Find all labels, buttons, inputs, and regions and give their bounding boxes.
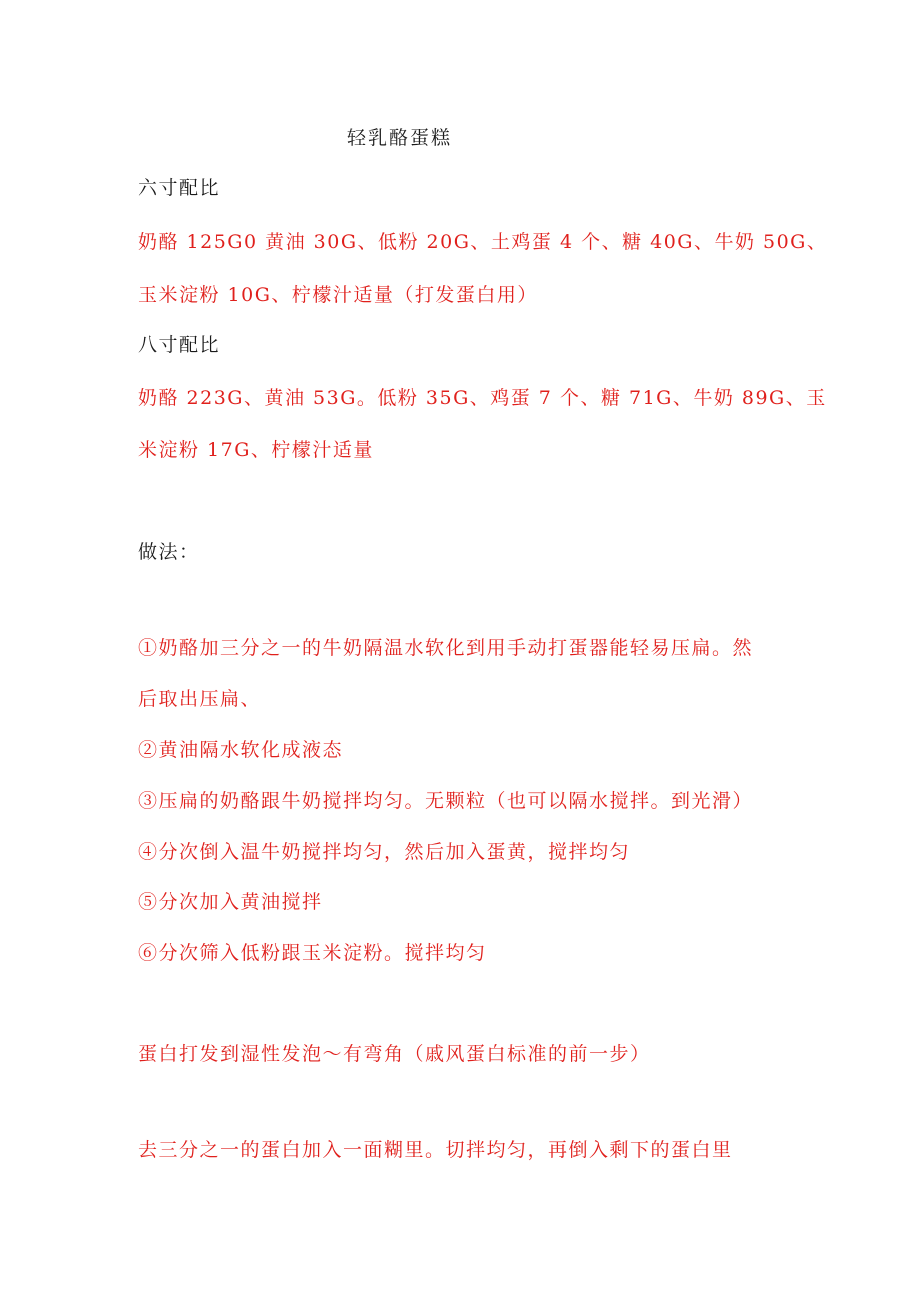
six-inch-heading: 六寸配比 bbox=[138, 177, 221, 199]
method-heading: 做法： bbox=[138, 541, 200, 563]
eight-inch-ingredients-line-2: 米淀粉 17G、柠檬汁适量 bbox=[138, 439, 374, 461]
eight-inch-heading: 八寸配比 bbox=[138, 334, 221, 356]
method-step-4: ④分次倒入温牛奶搅拌均匀，然后加入蛋黄，搅拌均匀 bbox=[138, 841, 631, 863]
six-inch-ingredients-line-1: 奶酪 125G0 黄油 30G、低粉 20G、土鸡蛋 4 个、糖 40G、牛奶 50G、 bbox=[138, 231, 828, 253]
method-step-6: ⑥分次筛入低粉跟玉米淀粉。搅拌均匀 bbox=[138, 942, 487, 964]
method-step-3: ③压扁的奶酪跟牛奶搅拌均匀。无颗粒（也可以隔水搅拌。到光滑） bbox=[138, 790, 754, 812]
six-inch-ingredients-line-2: 玉米淀粉 10G、柠檬汁适量（打发蛋白用） bbox=[138, 284, 538, 306]
method-step-1-line-2: 后取出压扁、 bbox=[138, 688, 262, 710]
method-step-2: ②黄油隔水软化成液态 bbox=[138, 739, 344, 761]
meringue-note: 蛋白打发到湿性发泡～有弯角（戚风蛋白标准的前一步） bbox=[138, 1043, 651, 1065]
fold-instruction: 去三分之一的蛋白加入一面糊里。切拌均匀，再倒入剩下的蛋白里 bbox=[138, 1139, 733, 1161]
method-step-5: ⑤分次加入黄油搅拌 bbox=[138, 891, 323, 913]
document-title: 轻乳酪蛋糕 bbox=[347, 127, 453, 149]
eight-inch-ingredients-line-1: 奶酪 223G、黄油 53G。低粉 35G、鸡蛋 7 个、糖 71G、牛奶 89G、玉 bbox=[138, 387, 827, 409]
method-step-1-line-1: ①奶酪加三分之一的牛奶隔温水软化到用手动打蛋器能轻易压扁。然 bbox=[138, 637, 754, 659]
